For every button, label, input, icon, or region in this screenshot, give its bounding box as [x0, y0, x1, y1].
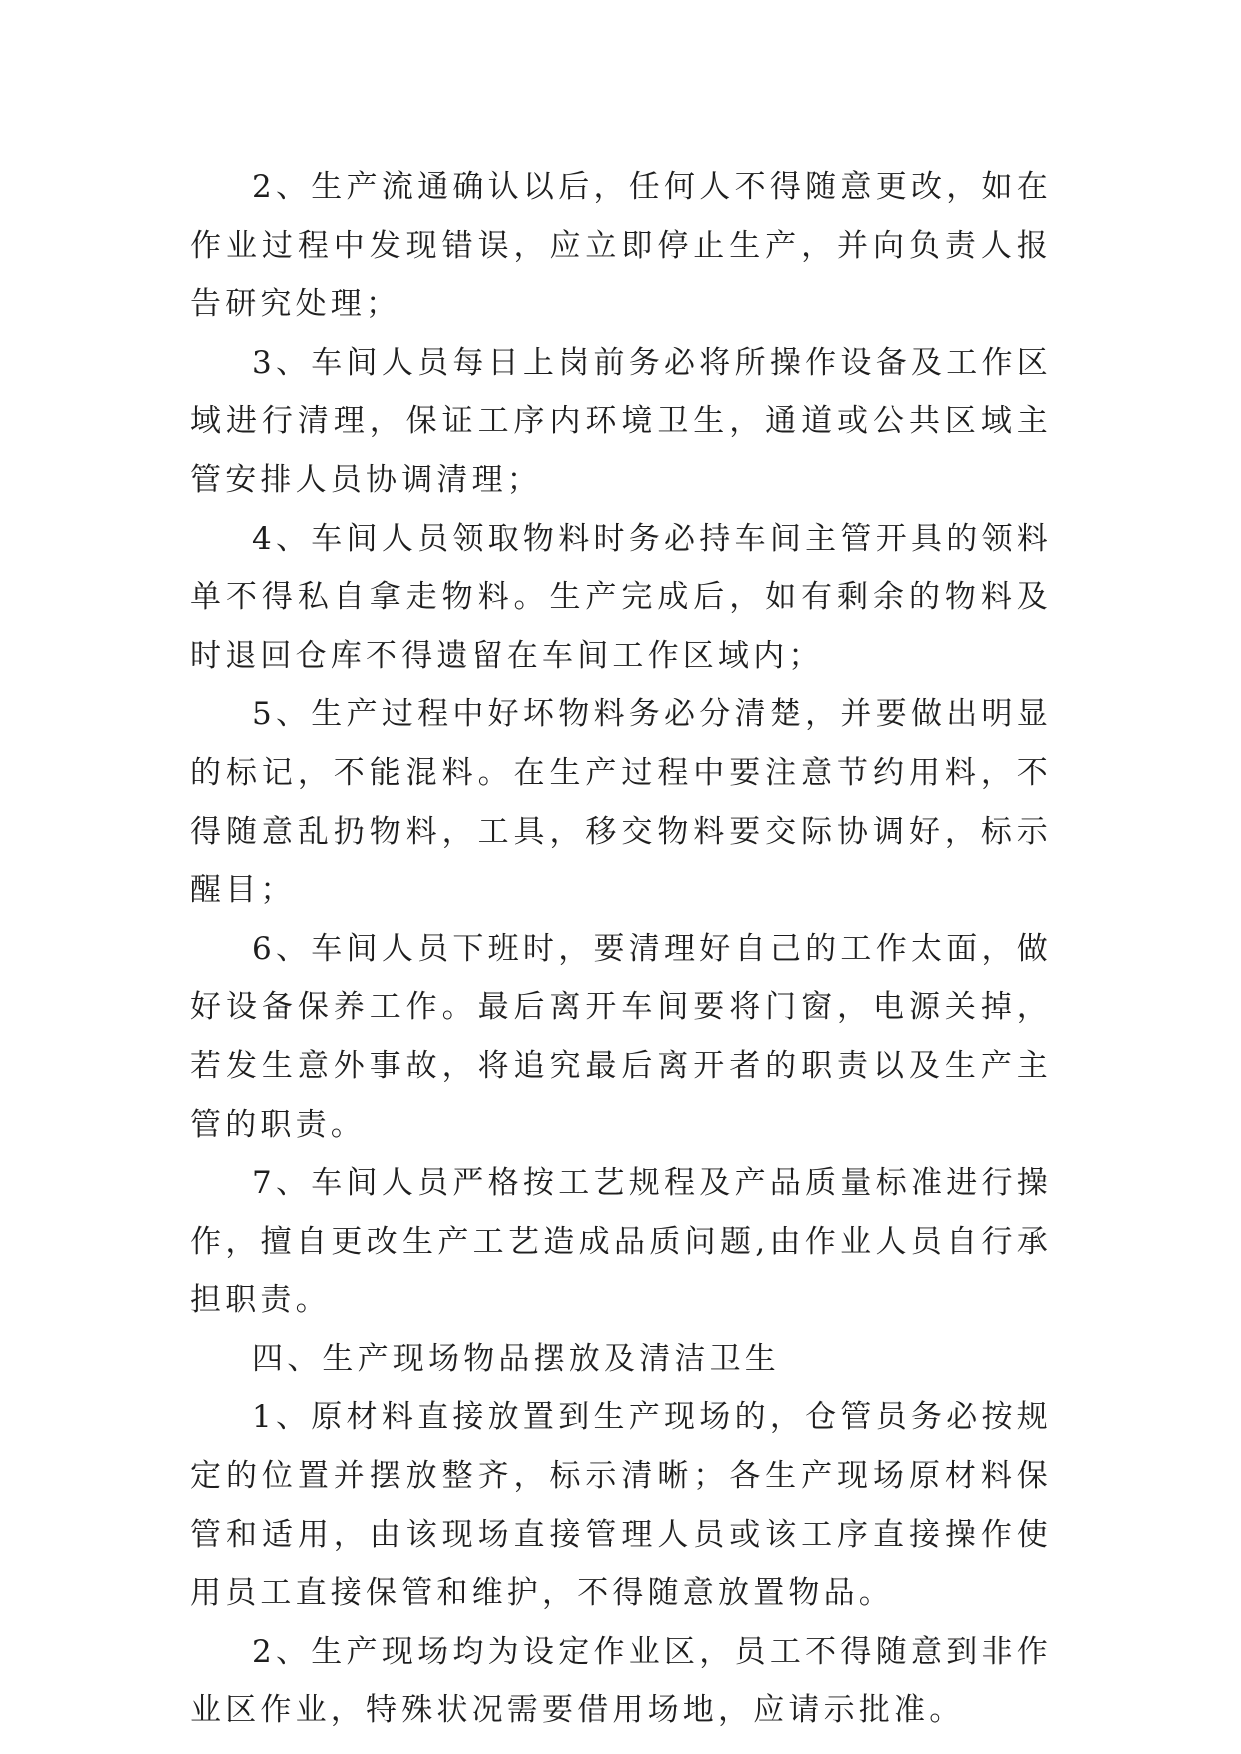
- paragraph-item-3-workshop-cleaning: 3、车间人员每日上岗前务必将所操作设备及工作区域进行清理，保证工序内环境卫生，通道或公共区域主管安排人员协调清理；: [190, 344, 1052, 498]
- paragraph-item-4-material-requisition: 4、车间人员领取物料时务必持车间主管开具的领料单不得私自拿走物料。生产完成后，如有剩余的物料及时退回仓库不得遗留在车间工作区域内；: [190, 520, 1052, 674]
- section-heading-site-placement-hygiene: 四、生产现场物品摆放及清洁卫生: [252, 1340, 780, 1377]
- paragraph-item-2-work-zones: 2、生产现场均为设定作业区，员工不得随意到非作业区作业，特殊状况需要借用场地，应请示批准。: [190, 1633, 1052, 1729]
- paragraph-item-5-material-sorting: 5、生产过程中好坏物料务必分清楚，并要做出明显的标记，不能混料。在生产过程中要注意节约用料，不得随意乱扔物料，工具，移交物料要交际协调好，标示醒目；: [190, 696, 1052, 909]
- document-body: [190, 158, 1052, 1740]
- paragraph-item-7-process-compliance: 7、车间人员严格按工艺规程及产品质量标准进行操作，擅自更改生产工艺造成品质问题,由作业人员自行承担职责。: [190, 1165, 1052, 1319]
- paragraph-item-2-production-flow: 2、生产流通确认以后，任何人不得随意更改，如在作业过程中发现错误，应立即停止生产，并向负责人报告研究处理；: [190, 169, 1052, 323]
- paragraph-item-1-raw-materials: 1、原材料直接放置到生产现场的，仓管员务必按规定的位置并摆放整齐，标示清晰；各生产现场原材料保管和适用，由该现场直接管理人员或该工序直接操作使用员工直接保管和维护，不得随意放置物品。: [190, 1399, 1052, 1612]
- paragraph-item-6-end-of-shift: 6、车间人员下班时，要清理好自己的工作太面，做好设备保养工作。最后离开车间要将门窗，电源关掉，若发生意外事故，将追究最后离开者的职责以及生产主管的职责。: [190, 930, 1052, 1143]
